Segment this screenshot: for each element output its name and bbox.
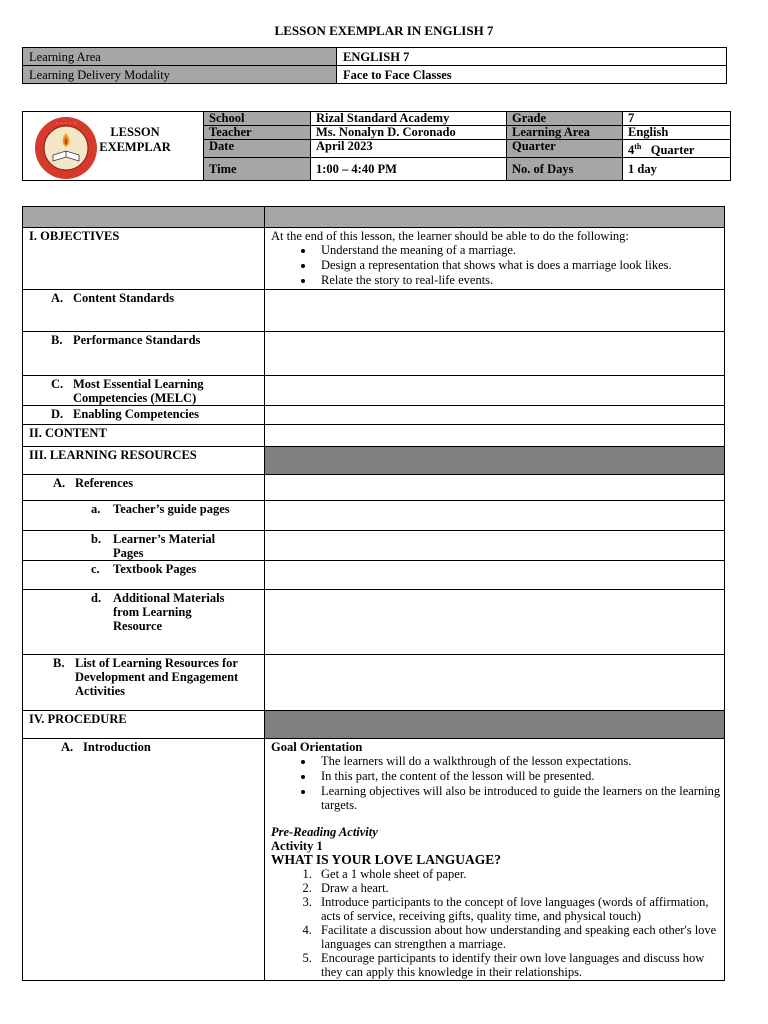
textbook-pages-cell (265, 561, 725, 590)
additional-materials-label: d. Additional Materials from Learning Resource (23, 590, 265, 655)
area-value: English (623, 126, 731, 140)
activity-step: 1. Get a 1 whole sheet of paper. (315, 867, 724, 881)
objectives-cell (265, 228, 725, 290)
teacher-label: Teacher (204, 126, 311, 140)
school-label: School (204, 112, 311, 126)
date-label: Date (204, 140, 311, 158)
additional-materials-cell (265, 590, 725, 655)
teacher-value: Ms. Nonalyn D. Coronado (311, 126, 507, 140)
school-seal-logo (33, 115, 99, 181)
area-label: Learning Area (507, 126, 623, 140)
goal-item: • Learning objectives will also be introduced to guide the learners on the learning targets. (315, 784, 724, 812)
quarter-value: 4th Quarter (623, 140, 731, 158)
learners-material-cell (265, 531, 725, 561)
quarter-label: Quarter (507, 140, 623, 158)
objective-item: • Design a representation that shows what is does a marriage look likes. (315, 258, 724, 273)
references-cell (265, 475, 725, 501)
enabling-competencies-label: D. Enabling Competencies (23, 406, 265, 425)
melc-label: C. Most Essential Learning Competencies (MELC) (23, 376, 265, 406)
objective-item: • Understand the meaning of a marriage. (315, 243, 724, 258)
goal-item: • The learners will do a walkthrough of the lesson expectations. (315, 754, 724, 769)
learners-material-label: b. Learner’s Material Pages (23, 531, 265, 561)
activity-step: 4. Facilitate a discussion about how understanding and speaking each other's love languages can strengthen a marriage. (315, 923, 724, 951)
logo-cell (23, 112, 204, 181)
textbook-pages-label: c. Textbook Pages (23, 561, 265, 590)
school-header-table (22, 111, 731, 181)
list-resources-label: B. List of Learning Resources for Development and Engagement Activities (23, 655, 265, 711)
objectives-list (271, 243, 724, 288)
days-label: No. of Days (507, 158, 623, 181)
introduction-cell (265, 739, 725, 981)
activity-steps (271, 867, 724, 979)
lesson-table (22, 206, 725, 981)
header-cell-right (265, 207, 725, 228)
list-resources-cell (265, 655, 725, 711)
objectives-intro: At the end of this lesson, the learner should be able to do the following: (271, 229, 629, 243)
procedure-label: IV. PROCEDURE (23, 711, 265, 739)
activity-label: Activity 1 (271, 839, 323, 853)
learning-area-label: Learning Area (23, 48, 337, 66)
references-label: A. References (23, 475, 265, 501)
time-label: Time (204, 158, 311, 181)
activity-step: 5. Encourage participants to identify their own love languages and discuss how they can apply this knowledge in their relationships. (315, 951, 724, 979)
grade-label: Grade (507, 112, 623, 126)
logo-text-line1: LESSON (110, 125, 160, 139)
svg-text:◦ ◦ ◦ ◦ ◦: ◦ ◦ ◦ ◦ ◦ (55, 121, 77, 127)
enabling-competencies-cell (265, 406, 725, 425)
activity-step: 2. Draw a heart. (315, 881, 724, 895)
performance-standards-label: B. Performance Standards (23, 332, 265, 376)
content-standards-label: A. Content Standards (23, 290, 265, 332)
modality-value: Face to Face Classes (337, 66, 727, 84)
objectives-label: I. OBJECTIVES (23, 228, 265, 290)
melc-cell (265, 376, 725, 406)
learning-resources-cell (265, 447, 725, 475)
goal-orientation-title: Goal Orientation (271, 740, 363, 754)
objective-item: • Relate the story to real-life events. (315, 273, 724, 288)
activity-title: WHAT IS YOUR LOVE LANGUAGE? (271, 852, 502, 867)
content-cell (265, 425, 725, 447)
learning-area-value: ENGLISH 7 (337, 48, 727, 66)
date-value: April 2023 (311, 140, 507, 158)
activity-step: 3. Introduce participants to the concept of love languages (words of affirmation, acts of service, receiving gifts, quality time, and physical touch) (315, 895, 724, 923)
days-value: 1 day (623, 158, 731, 181)
info-table (22, 47, 727, 84)
document-title: LESSON EXEMPLAR IN ENGLISH 7 (274, 23, 494, 38)
header-cell-left (23, 207, 265, 228)
procedure-cell (265, 711, 725, 739)
goal-list (271, 754, 724, 812)
prereading-title: Pre-Reading Activity (271, 825, 378, 839)
content-standards-cell (265, 290, 725, 332)
content-label: II. CONTENT (23, 425, 265, 447)
performance-standards-cell (265, 332, 725, 376)
grade-value: 7 (623, 112, 731, 126)
teachers-guide-label: a. Teacher’s guide pages (23, 501, 265, 531)
teachers-guide-cell (265, 501, 725, 531)
modality-label: Learning Delivery Modality (23, 66, 337, 84)
learning-resources-label: III. LEARNING RESOURCES (23, 447, 265, 475)
goal-item: • In this part, the content of the lesson will be presented. (315, 769, 724, 784)
time-value: 1:00 – 4:40 PM (311, 158, 507, 181)
introduction-label: A. Introduction (23, 739, 265, 981)
logo-text-line2: EXEMPLAR (99, 140, 171, 154)
school-value: Rizal Standard Academy (311, 112, 507, 126)
